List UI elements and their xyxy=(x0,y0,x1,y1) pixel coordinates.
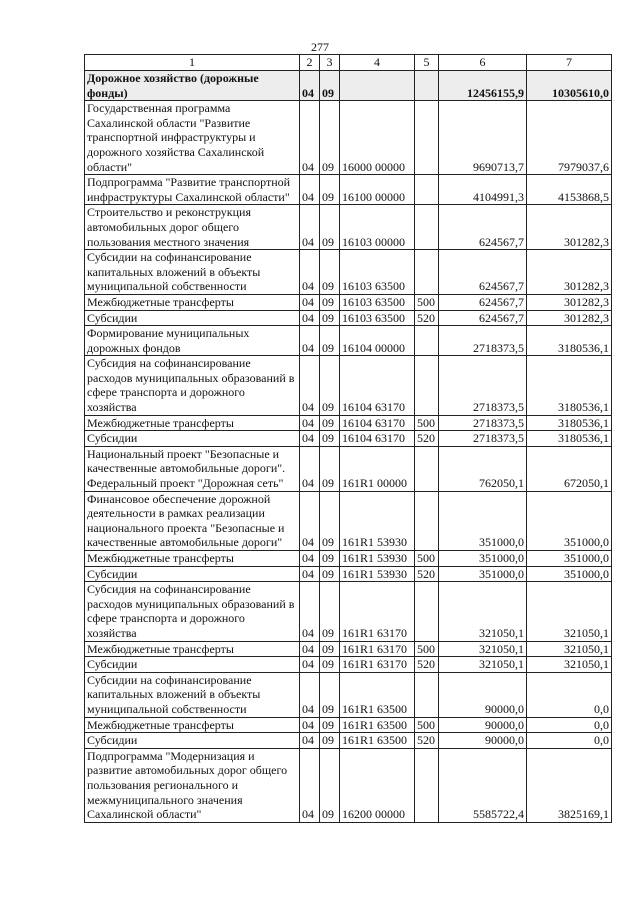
amount-col6-cell: 5585722,4 xyxy=(439,748,527,822)
header-cell: 5 xyxy=(415,55,439,71)
table-header-row xyxy=(85,55,612,71)
article-code-cell: 16104 63170 xyxy=(340,356,415,415)
row-name-cell: Субсидия на софинансирование расходов муниципальных образований в сфере транспорта и дорожного хозяйства xyxy=(85,582,300,641)
article-code-cell: 161R1 63170 xyxy=(340,582,415,641)
amount-col6-cell: 9690713,7 xyxy=(439,101,527,175)
amount-col7-cell: 301282,3 xyxy=(527,250,612,295)
amount-col7-cell: 301282,3 xyxy=(527,294,612,310)
subsection-code-cell: 09 xyxy=(320,582,340,641)
amount-col6-cell: 321050,1 xyxy=(439,657,527,673)
section-code-cell: 04 xyxy=(300,175,320,205)
subsection-code-cell: 09 xyxy=(320,101,340,175)
row-name-cell: Субсидии на софинансирование капитальных вложений в объекты муниципальной собственности xyxy=(85,672,300,717)
header-cell: 3 xyxy=(320,55,340,71)
section-code-cell: 04 xyxy=(300,672,320,717)
section-code-cell: 04 xyxy=(300,431,320,447)
amount-col6-cell: 762050,1 xyxy=(439,446,527,491)
article-code-cell: 161R1 63170 xyxy=(340,641,415,657)
table-row xyxy=(85,641,612,657)
table-row xyxy=(85,431,612,447)
table-row xyxy=(85,657,612,673)
section-code-cell: 04 xyxy=(300,101,320,175)
table-row xyxy=(85,551,612,567)
row-name-cell: Межбюджетные трансферты xyxy=(85,294,300,310)
expense-type-cell: 500 xyxy=(415,551,439,567)
table-row xyxy=(85,672,612,717)
section-code-cell: 04 xyxy=(300,641,320,657)
expense-type-cell xyxy=(415,356,439,415)
section-code-cell: 04 xyxy=(300,294,320,310)
expense-type-cell xyxy=(415,582,439,641)
article-code-cell: 16103 00000 xyxy=(340,205,415,250)
subsection-code-cell: 09 xyxy=(320,294,340,310)
section-code-cell: 04 xyxy=(300,582,320,641)
subsection-code-cell: 09 xyxy=(320,205,340,250)
subsection-code-cell: 09 xyxy=(320,431,340,447)
subsection-code-cell: 09 xyxy=(320,733,340,749)
amount-col7-cell: 3180536,1 xyxy=(527,431,612,447)
amount-col7-cell: 301282,3 xyxy=(527,205,612,250)
row-name-cell: Государственная программа Сахалинской области "Развитие транспортной инфраструктуры и дорожного хозяйства Сахалинской области" xyxy=(85,101,300,175)
amount-col7-cell: 321050,1 xyxy=(527,657,612,673)
amount-col6-cell: 2718373,5 xyxy=(439,356,527,415)
table-row xyxy=(85,326,612,356)
amount-col6-cell: 624567,7 xyxy=(439,310,527,326)
amount-col6-cell: 2718373,5 xyxy=(439,415,527,431)
section-code-cell: 04 xyxy=(300,71,320,101)
amount-col6-cell: 624567,7 xyxy=(439,205,527,250)
article-code-cell: 161R1 63170 xyxy=(340,657,415,673)
amount-col7-cell: 321050,1 xyxy=(527,641,612,657)
section-code-cell: 04 xyxy=(300,748,320,822)
row-name-cell: Межбюджетные трансферты xyxy=(85,415,300,431)
expense-type-cell: 520 xyxy=(415,566,439,582)
row-name-cell: Субсидии xyxy=(85,310,300,326)
article-code-cell: 161R1 63500 xyxy=(340,717,415,733)
table-row xyxy=(85,101,612,175)
article-code-cell: 161R1 63500 xyxy=(340,733,415,749)
subsection-code-cell: 09 xyxy=(320,326,340,356)
amount-col7-cell: 0,0 xyxy=(527,733,612,749)
section-code-cell: 04 xyxy=(300,415,320,431)
table-row xyxy=(85,294,612,310)
section-code-cell: 04 xyxy=(300,250,320,295)
amount-col6-cell: 2718373,5 xyxy=(439,326,527,356)
expense-type-cell xyxy=(415,71,439,101)
amount-col6-cell: 2718373,5 xyxy=(439,431,527,447)
expense-type-cell xyxy=(415,748,439,822)
amount-col7-cell: 7979037,6 xyxy=(527,101,612,175)
section-code-cell: 04 xyxy=(300,491,320,550)
amount-col7-cell: 3180536,1 xyxy=(527,415,612,431)
amount-col7-cell: 672050,1 xyxy=(527,446,612,491)
article-code-cell: 16200 00000 xyxy=(340,748,415,822)
article-code-cell: 161R1 63500 xyxy=(340,672,415,717)
row-name-cell: Межбюджетные трансферты xyxy=(85,551,300,567)
subsection-code-cell: 09 xyxy=(320,175,340,205)
expense-type-cell: 520 xyxy=(415,733,439,749)
row-name-cell: Подпрограмма "Развитие транспортной инфраструктуры Сахалинской области" xyxy=(85,175,300,205)
subsection-code-cell: 09 xyxy=(320,748,340,822)
amount-col7-cell: 3180536,1 xyxy=(527,326,612,356)
amount-col7-cell: 0,0 xyxy=(527,717,612,733)
expense-type-cell xyxy=(415,491,439,550)
amount-col6-cell: 351000,0 xyxy=(439,551,527,567)
row-name-cell: Субсидии xyxy=(85,733,300,749)
table-row xyxy=(85,310,612,326)
article-code-cell: 161R1 53930 xyxy=(340,566,415,582)
amount-col6-cell: 90000,0 xyxy=(439,672,527,717)
amount-col7-cell: 3825169,1 xyxy=(527,748,612,822)
table-row xyxy=(85,356,612,415)
header-cell: 2 xyxy=(300,55,320,71)
amount-col6-cell: 4104991,3 xyxy=(439,175,527,205)
row-name-cell: Субсидия на софинансирование расходов муниципальных образований в сфере транспорта и дорожного хозяйства xyxy=(85,356,300,415)
row-name-cell: Субсидии xyxy=(85,657,300,673)
expense-type-cell: 520 xyxy=(415,431,439,447)
section-code-cell: 04 xyxy=(300,356,320,415)
amount-col6-cell: 90000,0 xyxy=(439,717,527,733)
amount-col7-cell: 351000,0 xyxy=(527,491,612,550)
expense-type-cell xyxy=(415,101,439,175)
amount-col6-cell: 624567,7 xyxy=(439,250,527,295)
header-cell: 1 xyxy=(85,55,300,71)
table-row xyxy=(85,205,612,250)
subsection-code-cell: 09 xyxy=(320,551,340,567)
amount-col6-cell: 90000,0 xyxy=(439,733,527,749)
amount-col6-cell: 624567,7 xyxy=(439,294,527,310)
table-row xyxy=(85,717,612,733)
subsection-code-cell: 09 xyxy=(320,641,340,657)
amount-col7-cell: 301282,3 xyxy=(527,310,612,326)
subsection-code-cell: 09 xyxy=(320,446,340,491)
expense-type-cell: 520 xyxy=(415,310,439,326)
amount-col7-cell: 351000,0 xyxy=(527,566,612,582)
expense-type-cell xyxy=(415,446,439,491)
row-name-cell: Субсидии на софинансирование капитальных вложений в объекты муниципальной собственности xyxy=(85,250,300,295)
article-code-cell: 16103 63500 xyxy=(340,310,415,326)
section-code-cell: 04 xyxy=(300,566,320,582)
expense-type-cell: 500 xyxy=(415,717,439,733)
article-code-cell: 16104 63170 xyxy=(340,431,415,447)
subsection-code-cell: 09 xyxy=(320,356,340,415)
amount-col7-cell: 4153868,5 xyxy=(527,175,612,205)
section-code-cell: 04 xyxy=(300,205,320,250)
amount-col7-cell: 3180536,1 xyxy=(527,356,612,415)
table-row xyxy=(85,415,612,431)
subsection-code-cell: 09 xyxy=(320,717,340,733)
amount-col6-cell: 351000,0 xyxy=(439,491,527,550)
amount-col7-cell: 0,0 xyxy=(527,672,612,717)
amount-col7-cell: 10305610,0 xyxy=(527,71,612,101)
header-cell: 6 xyxy=(439,55,527,71)
subsection-code-cell: 09 xyxy=(320,310,340,326)
amount-col6-cell: 351000,0 xyxy=(439,566,527,582)
expense-type-cell: 500 xyxy=(415,294,439,310)
row-name-cell: Субсидии xyxy=(85,431,300,447)
section-code-cell: 04 xyxy=(300,717,320,733)
article-code-cell: 16103 63500 xyxy=(340,294,415,310)
article-code-cell: 16104 00000 xyxy=(340,326,415,356)
subsection-code-cell: 09 xyxy=(320,250,340,295)
row-name-cell: Межбюджетные трансферты xyxy=(85,641,300,657)
article-code-cell: 16103 63500 xyxy=(340,250,415,295)
subsection-code-cell: 09 xyxy=(320,672,340,717)
article-code-cell: 161R1 00000 xyxy=(340,446,415,491)
section-code-cell: 04 xyxy=(300,310,320,326)
section-code-cell: 04 xyxy=(300,326,320,356)
expense-type-cell: 500 xyxy=(415,415,439,431)
table-row xyxy=(85,566,612,582)
article-code-cell: 16104 63170 xyxy=(340,415,415,431)
row-name-cell: Межбюджетные трансферты xyxy=(85,717,300,733)
expense-type-cell xyxy=(415,250,439,295)
amount-col7-cell: 351000,0 xyxy=(527,551,612,567)
row-name-cell: Строительство и реконструкция автомобильных дорог общего пользования местного значения xyxy=(85,205,300,250)
expense-type-cell xyxy=(415,672,439,717)
amount-col6-cell: 12456155,9 xyxy=(439,71,527,101)
table-row xyxy=(85,71,612,101)
section-code-cell: 04 xyxy=(300,733,320,749)
amount-col7-cell: 321050,1 xyxy=(527,582,612,641)
expense-type-cell xyxy=(415,205,439,250)
section-code-cell: 04 xyxy=(300,446,320,491)
row-name-cell: Финансовое обеспечение дорожной деятельности в рамках реализации национального проекта "Безопасные и качественные автомобильные дороги" xyxy=(85,491,300,550)
section-code-cell: 04 xyxy=(300,657,320,673)
expense-type-cell xyxy=(415,326,439,356)
expense-type-cell xyxy=(415,175,439,205)
header-cell: 4 xyxy=(340,55,415,71)
article-code-cell: 161R1 53930 xyxy=(340,551,415,567)
amount-col6-cell: 321050,1 xyxy=(439,641,527,657)
subsection-code-cell: 09 xyxy=(320,415,340,431)
section-code-cell: 04 xyxy=(300,551,320,567)
table-row xyxy=(85,250,612,295)
page-number: 277 xyxy=(311,40,329,54)
header-cell: 7 xyxy=(527,55,612,71)
table-row xyxy=(85,733,612,749)
amount-col6-cell: 321050,1 xyxy=(439,582,527,641)
subsection-code-cell: 09 xyxy=(320,491,340,550)
budget-table xyxy=(84,54,612,823)
article-code-cell: 16100 00000 xyxy=(340,175,415,205)
subsection-code-cell: 09 xyxy=(320,657,340,673)
expense-type-cell: 500 xyxy=(415,641,439,657)
row-name-cell: Формирование муниципальных дорожных фондов xyxy=(85,326,300,356)
article-code-cell: 161R1 53930 xyxy=(340,491,415,550)
article-code-cell: 16000 00000 xyxy=(340,101,415,175)
row-name-cell: Субсидии xyxy=(85,566,300,582)
table-row xyxy=(85,175,612,205)
article-code-cell xyxy=(340,71,415,101)
expense-type-cell: 520 xyxy=(415,657,439,673)
row-name-cell: Национальный проект "Безопасные и качественные автомобильные дороги". Федеральный проект "Дорожная сеть" xyxy=(85,446,300,491)
subsection-code-cell: 09 xyxy=(320,71,340,101)
table-row xyxy=(85,446,612,491)
row-name-cell: Подпрограмма "Модернизация и развитие автомобильных дорог общего пользования регионального и межмуниципального значения Сахалинской области" xyxy=(85,748,300,822)
table-row xyxy=(85,491,612,550)
subsection-code-cell: 09 xyxy=(320,566,340,582)
row-name-cell: Дорожное хозяйство (дорожные фонды) xyxy=(85,71,300,101)
table-row xyxy=(85,748,612,822)
table-row xyxy=(85,582,612,641)
